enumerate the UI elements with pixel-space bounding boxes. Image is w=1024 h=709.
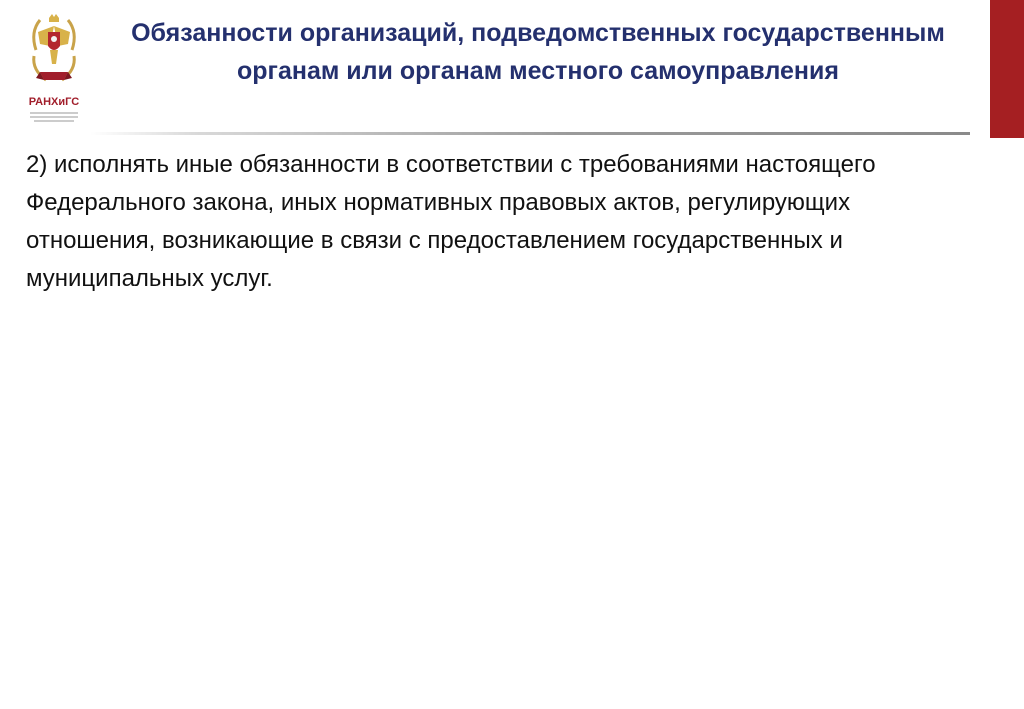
ranepa-logo [22,10,86,122]
header-divider [90,132,970,135]
page-title: Обязанности организаций, подведомственных государственным органам или органам местного самоуправления [131,19,945,85]
eagle-emblem-icon [26,10,82,88]
logo-text: РАНХиГС [28,96,80,108]
content-paragraph: 2) исполнять иные обязанности в соответствии с требованиями настоящего Федерального закона, иных нормативных правовых актов, регулирующих отношения, возникающие в связи с предоставлением государственных и муниципальных услуг. [26,151,876,292]
accent-bar [990,0,1024,138]
logo-caption-lines [28,111,80,123]
